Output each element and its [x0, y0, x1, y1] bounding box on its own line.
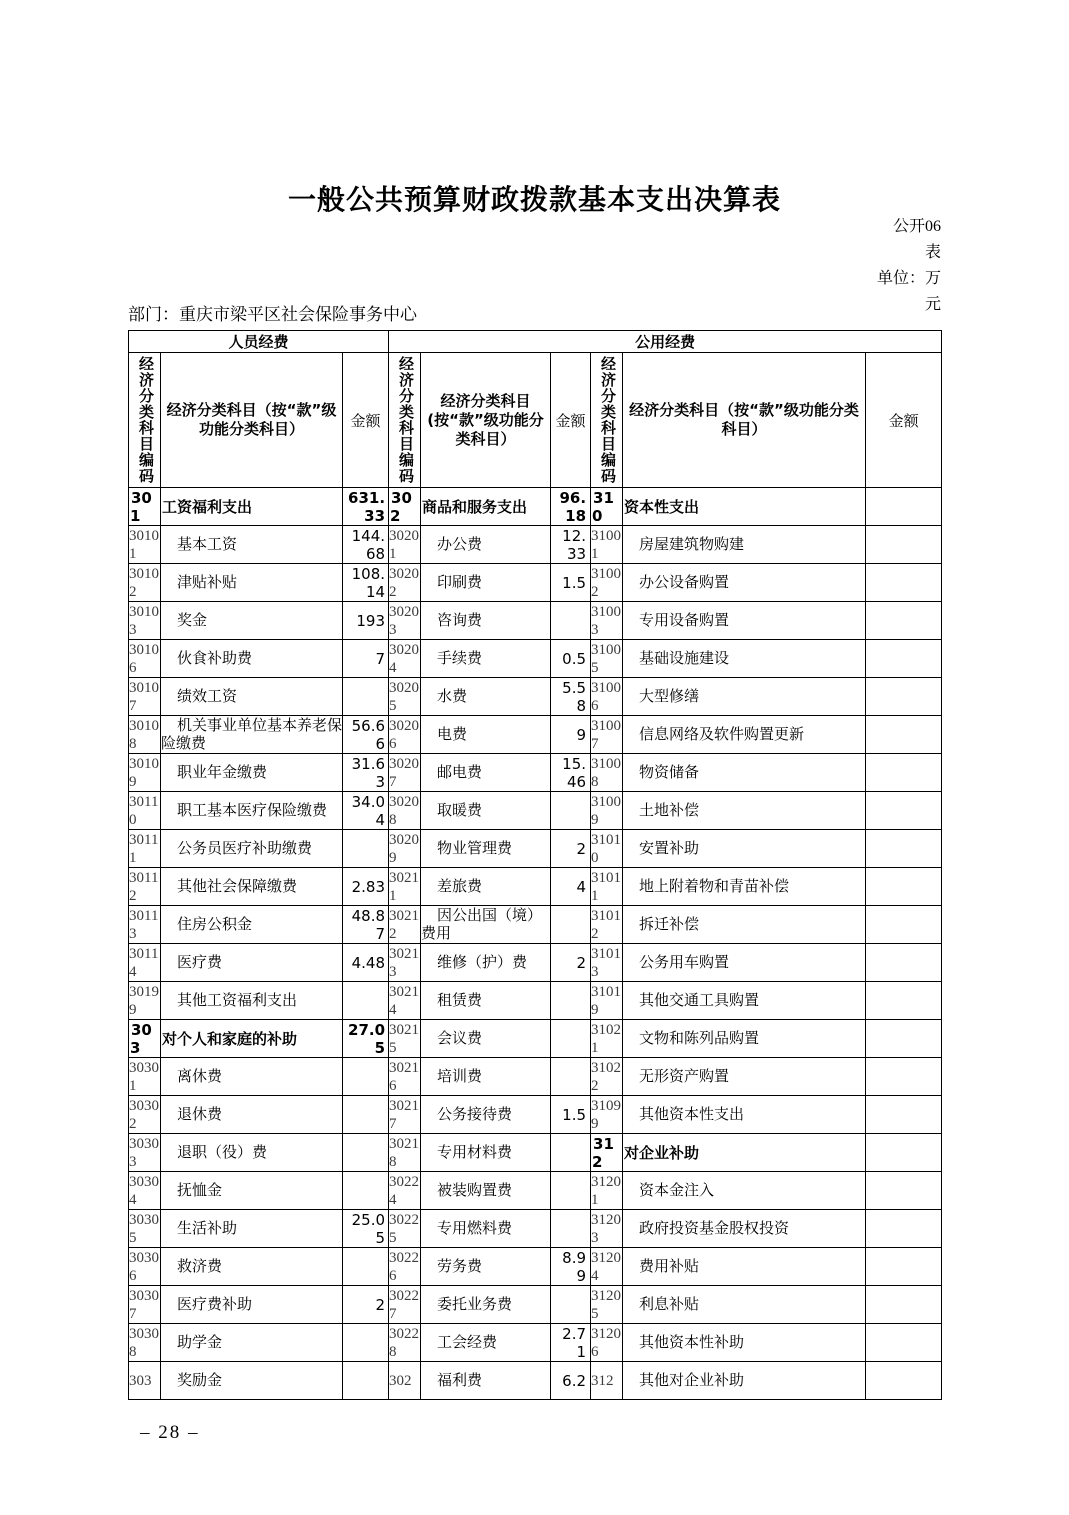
cell-amount — [343, 830, 389, 868]
cell-subject: 基础设施建设 — [623, 640, 866, 678]
cell-subject: 离休费 — [161, 1058, 343, 1096]
cell-code: 30305 — [129, 1211, 159, 1246]
cell-amount — [866, 1248, 942, 1286]
cell-amount — [866, 1286, 942, 1324]
cell-subject: 印刷费 — [421, 564, 551, 602]
cell-amount — [343, 1096, 389, 1134]
group-header-personnel: 人员经费 — [129, 331, 389, 353]
cell-subject: 其他社会保障缴费 — [161, 868, 343, 906]
cell-code: 30214 — [389, 983, 420, 1018]
cell-code: 30102 — [129, 565, 159, 600]
col-header-subject-2: 经济分类科目(按“款”级功能分类科目） — [421, 353, 551, 488]
cell-subject: 办公费 — [421, 526, 551, 564]
meta-line: 元 — [924, 296, 941, 313]
cell-amount — [343, 982, 389, 1020]
cell-subject: 抚恤金 — [161, 1172, 343, 1210]
cell-code: 31201 — [591, 1173, 622, 1208]
cell-code: 30226 — [389, 1249, 420, 1284]
cell-subject: 大型修缮 — [623, 678, 866, 716]
cell-subject: 被装购置费 — [421, 1172, 551, 1210]
cell-amount — [343, 1058, 389, 1096]
cell-code: 31011 — [591, 869, 622, 904]
cell-amount — [866, 488, 942, 526]
cell-code: 312 — [591, 1134, 623, 1172]
cell-code: 30308 — [129, 1325, 159, 1360]
cell-amount — [866, 1324, 942, 1362]
cell-subject: 劳务费 — [421, 1248, 551, 1286]
cell-subject: 公务员医疗补助缴费 — [161, 830, 343, 868]
cell-amount — [866, 1134, 942, 1172]
cell-code: 31002 — [591, 565, 622, 600]
cell-amount — [551, 982, 591, 1020]
cell-subject: 专用材料费 — [421, 1134, 551, 1172]
cell-subject: 物业管理费 — [421, 830, 551, 868]
cell-code: 31007 — [591, 717, 622, 752]
group-header-row — [129, 331, 942, 353]
cell-subject: 基本工资 — [161, 526, 343, 564]
cell-subject: 物资储备 — [623, 754, 866, 792]
cell-code: 30228 — [389, 1325, 420, 1360]
cell-amount — [866, 602, 942, 640]
cell-amount — [343, 1134, 389, 1172]
cell-subject: 专用设备购置 — [623, 602, 866, 640]
cell-amount: 12.33 — [551, 526, 591, 564]
cell-amount — [866, 830, 942, 868]
col-header-subject-3: 经济分类科目（按“款”级功能分类科目） — [623, 353, 866, 488]
cell-amount — [551, 1172, 591, 1210]
cell-code: 31005 — [591, 641, 622, 676]
cell-subject: 会议费 — [421, 1020, 551, 1058]
cell-amount: 144.68 — [343, 526, 389, 564]
group-header-public: 公用经费 — [389, 331, 942, 353]
cell-subject: 医疗费补助 — [161, 1286, 343, 1324]
cell-code: 30215 — [389, 1021, 420, 1056]
cell-amount — [866, 640, 942, 678]
table-row — [129, 564, 942, 602]
cell-subject: 电费 — [421, 716, 551, 754]
table-row — [129, 1248, 942, 1286]
cell-amount: 631.33 — [343, 488, 389, 526]
cell-amount — [866, 1096, 942, 1134]
meta-line: 公开06 — [892, 218, 941, 235]
table-row — [129, 526, 942, 564]
cell-code: 302 — [389, 488, 421, 526]
col-header-amount-1: 金额 — [343, 353, 389, 488]
meta-line: 单位：万 — [876, 270, 941, 287]
cell-subject: 商品和服务支出 — [421, 488, 551, 526]
cell-code: 30307 — [129, 1287, 159, 1322]
cell-code: 30224 — [389, 1173, 420, 1208]
cell-amount: 4.48 — [343, 944, 389, 982]
cell-amount — [866, 944, 942, 982]
cell-subject: 培训费 — [421, 1058, 551, 1096]
cell-code: 30113 — [129, 906, 161, 944]
cell-amount — [551, 1286, 591, 1324]
table-row — [129, 754, 942, 792]
cell-subject: 房屋建筑物购建 — [623, 526, 866, 564]
cell-amount — [343, 1362, 389, 1400]
page-number: – 28 – — [140, 1422, 200, 1443]
cell-subject: 土地补偿 — [623, 792, 866, 830]
cell-code: 30202 — [389, 565, 420, 600]
cell-amount: 9 — [551, 716, 591, 754]
cell-code: 31206 — [591, 1325, 622, 1360]
cell-amount — [551, 1058, 591, 1096]
cell-subject: 医疗费 — [161, 944, 343, 982]
cell-subject: 对企业补助 — [623, 1134, 866, 1172]
cell-subject: 资本金注入 — [623, 1172, 866, 1210]
table-row — [129, 1134, 942, 1172]
cell-amount — [866, 982, 942, 1020]
cell-amount — [866, 1058, 942, 1096]
cell-code: 30208 — [389, 793, 420, 828]
cell-subject: 机关事业单位基本养老保险缴费 — [161, 717, 343, 752]
cell-amount — [343, 1172, 389, 1210]
cell-amount: 6.2 — [551, 1362, 591, 1400]
cell-code: 310 — [591, 488, 623, 526]
cell-code: 303 — [129, 1020, 161, 1058]
cell-code: 30107 — [129, 679, 159, 714]
cell-amount — [866, 1210, 942, 1248]
cell-amount — [866, 526, 942, 564]
cell-code: 30212 — [389, 907, 420, 942]
cell-subject: 委托业务费 — [421, 1286, 551, 1324]
cell-subject: 维修（护）费 — [421, 944, 551, 982]
cell-subject: 文物和陈列品购置 — [623, 1020, 866, 1058]
cell-subject: 差旅费 — [421, 868, 551, 906]
cell-amount: 7 — [343, 640, 389, 678]
cell-subject: 无形资产购置 — [623, 1058, 866, 1096]
cell-subject: 救济费 — [161, 1248, 343, 1286]
cell-subject: 福利费 — [421, 1362, 551, 1400]
cell-subject: 安置补助 — [623, 830, 866, 868]
col-header-amount-2: 金额 — [551, 353, 591, 488]
cell-subject: 其他交通工具购置 — [623, 982, 866, 1020]
cell-code: 303 — [129, 1362, 161, 1400]
cell-code: 30227 — [389, 1287, 420, 1322]
cell-subject: 对个人和家庭的补助 — [161, 1020, 343, 1058]
table-row — [129, 982, 942, 1020]
cell-code: 31001 — [591, 527, 622, 562]
table-row — [129, 944, 942, 982]
meta-line: 表 — [924, 244, 941, 261]
department-label: 部门：重庆市梁平区社会保险事务中心 — [128, 305, 417, 324]
cell-amount: 56.66 — [343, 716, 389, 754]
cell-subject: 水费 — [421, 678, 551, 716]
cell-code: 30106 — [129, 641, 159, 676]
cell-subject: 办公设备购置 — [623, 564, 866, 602]
cell-amount: 4 — [551, 868, 591, 906]
cell-amount: 8.99 — [551, 1248, 591, 1286]
cell-code: 31013 — [591, 945, 622, 980]
table-row — [129, 602, 942, 640]
cell-subject: 邮电费 — [421, 754, 551, 792]
cell-subject: 手续费 — [421, 640, 551, 678]
cell-amount: 5.58 — [551, 678, 591, 716]
col-header-code-1: 经济分类科目编码 — [129, 353, 161, 488]
table-row — [129, 792, 942, 830]
cell-amount: 1.5 — [551, 564, 591, 602]
cell-amount — [551, 1210, 591, 1248]
cell-code: 31003 — [591, 603, 622, 638]
cell-code: 31012 — [591, 907, 622, 942]
table-row — [129, 1210, 942, 1248]
cell-subject: 政府投资基金股权投资 — [623, 1210, 866, 1248]
cell-subject: 津贴补贴 — [161, 564, 343, 602]
cell-amount: 34.04 — [343, 792, 389, 830]
cell-code: 30303 — [129, 1135, 159, 1170]
cell-amount: 48.87 — [343, 906, 389, 944]
cell-amount — [866, 868, 942, 906]
cell-amount: 96.18 — [551, 488, 591, 526]
cell-subject: 专用燃料费 — [421, 1210, 551, 1248]
cell-amount: 2.83 — [343, 868, 389, 906]
cell-code: 31205 — [591, 1287, 622, 1322]
cell-code: 30207 — [389, 755, 420, 790]
cell-amount: 31.63 — [343, 754, 389, 792]
cell-code: 30201 — [389, 527, 420, 562]
table-row — [129, 1172, 942, 1210]
cell-code: 31021 — [591, 1021, 622, 1056]
budget-table — [128, 330, 942, 1400]
cell-amount: 25.05 — [343, 1210, 389, 1248]
cell-code: 30206 — [389, 717, 420, 752]
table-row — [129, 1058, 942, 1096]
cell-subject: 信息网络及软件购置更新 — [623, 716, 866, 754]
cell-code: 30111 — [129, 830, 161, 868]
cell-code: 30109 — [129, 755, 159, 790]
cell-code: 30213 — [389, 945, 420, 980]
cell-code: 30205 — [389, 679, 420, 714]
cell-subject: 助学金 — [161, 1324, 343, 1362]
table-row — [129, 868, 942, 906]
cell-code: 31010 — [591, 831, 622, 866]
table-row — [129, 1362, 942, 1400]
cell-amount — [551, 1134, 591, 1172]
table-body — [129, 488, 942, 1400]
cell-code: 31008 — [591, 755, 622, 790]
cell-code: 30301 — [129, 1059, 159, 1094]
cell-code: 30108 — [129, 717, 159, 752]
cell-amount — [866, 1020, 942, 1058]
cell-amount — [866, 678, 942, 716]
cell-subject: 住房公积金 — [161, 906, 343, 944]
cell-amount: 2 — [551, 944, 591, 982]
cell-amount: 0.5 — [551, 640, 591, 678]
cell-amount — [866, 1362, 942, 1400]
cell-code: 30112 — [129, 868, 161, 906]
budget-table-wrap — [128, 330, 943, 1390]
cell-code: 312 — [591, 1362, 623, 1400]
table-row — [129, 830, 942, 868]
cell-amount: 2 — [551, 830, 591, 868]
col-header-amount-3: 金额 — [866, 353, 942, 488]
cell-subject: 公务用车购置 — [623, 944, 866, 982]
cell-amount — [866, 754, 942, 792]
table-row — [129, 1324, 942, 1362]
cell-subject: 取暖费 — [421, 792, 551, 830]
cell-subject: 职工基本医疗保险缴费 — [161, 792, 343, 830]
cell-subject: 工资福利支出 — [161, 488, 343, 526]
cell-subject: 奖励金 — [161, 1362, 343, 1400]
cell-amount — [343, 1324, 389, 1362]
cell-subject: 绩效工资 — [161, 678, 343, 716]
cell-subject: 奖金 — [161, 602, 343, 640]
cell-subject: 咨询费 — [421, 602, 551, 640]
cell-subject: 公务接待费 — [421, 1096, 551, 1134]
cell-amount — [551, 792, 591, 830]
cell-subject: 其他资本性支出 — [623, 1096, 866, 1134]
cell-amount — [551, 1020, 591, 1058]
table-row — [129, 1286, 942, 1324]
cell-amount: 2.71 — [551, 1324, 591, 1362]
cell-code: 31204 — [591, 1249, 622, 1284]
cell-code: 31019 — [591, 983, 622, 1018]
cell-amount — [866, 1172, 942, 1210]
cell-code: 30114 — [129, 944, 161, 982]
cell-code: 31022 — [591, 1059, 622, 1094]
cell-code: 31203 — [591, 1211, 622, 1246]
cell-code: 30101 — [129, 527, 159, 562]
cell-amount — [551, 906, 591, 944]
cell-subject: 退职（役）费 — [161, 1134, 343, 1172]
table-row — [129, 906, 942, 944]
cell-code: 30110 — [129, 792, 161, 830]
table-row — [129, 716, 942, 754]
cell-amount: 2 — [343, 1286, 389, 1324]
table-row — [129, 1096, 942, 1134]
col-header-subject-1: 经济分类科目（按“款”级功能分类科目） — [161, 353, 343, 488]
cell-code: 30203 — [389, 603, 420, 638]
cell-code: 30306 — [129, 1249, 159, 1284]
cell-amount — [866, 716, 942, 754]
cell-subject: 其他资本性补助 — [623, 1324, 866, 1362]
cell-code: 30217 — [389, 1097, 420, 1132]
table-row — [129, 678, 942, 716]
cell-code: 30209 — [389, 831, 420, 866]
cell-subject: 费用补贴 — [623, 1248, 866, 1286]
cell-code: 30218 — [389, 1135, 420, 1170]
table-row — [129, 488, 942, 526]
cell-subject: 资本性支出 — [623, 488, 866, 526]
page-title: 一般公共预算财政拨款基本支出决算表 — [287, 183, 781, 216]
cell-code: 30199 — [129, 983, 159, 1018]
cell-subject: 其他工资福利支出 — [161, 982, 343, 1020]
cell-code: 30211 — [389, 869, 420, 904]
cell-code: 31099 — [591, 1097, 622, 1132]
cell-subject: 退休费 — [161, 1096, 343, 1134]
cell-amount: 1.5 — [551, 1096, 591, 1134]
cell-code: 30204 — [389, 641, 420, 676]
cell-subject: 因公出国（境）费用 — [421, 906, 551, 944]
cell-amount — [343, 1248, 389, 1286]
cell-code: 301 — [129, 488, 161, 526]
cell-amount: 193 — [343, 602, 389, 640]
cell-subject: 租赁费 — [421, 982, 551, 1020]
cell-subject: 拆迁补偿 — [623, 906, 866, 944]
cell-amount: 108.14 — [343, 564, 389, 602]
cell-code: 302 — [389, 1362, 421, 1400]
cell-subject: 职业年金缴费 — [161, 754, 343, 792]
cell-code: 31006 — [591, 679, 622, 714]
cell-code: 30304 — [129, 1173, 159, 1208]
cell-amount — [866, 906, 942, 944]
cell-amount — [866, 564, 942, 602]
cell-code: 30216 — [389, 1059, 420, 1094]
cell-amount — [866, 792, 942, 830]
table-row — [129, 1020, 942, 1058]
cell-code: 31009 — [591, 793, 622, 828]
cell-subject: 伙食补助费 — [161, 640, 343, 678]
cell-code: 30225 — [389, 1211, 420, 1246]
cell-amount: 27.05 — [343, 1020, 389, 1058]
cell-code: 30103 — [129, 603, 159, 638]
cell-amount — [551, 602, 591, 640]
cell-subject: 其他对企业补助 — [623, 1362, 866, 1400]
column-header-row — [129, 353, 942, 488]
cell-amount — [343, 678, 389, 716]
cell-code: 30302 — [129, 1097, 159, 1132]
cell-subject: 工会经费 — [421, 1324, 551, 1362]
meta-right-block — [877, 214, 941, 318]
table-row — [129, 640, 942, 678]
cell-subject: 地上附着物和青苗补偿 — [623, 868, 866, 906]
cell-subject: 利息补贴 — [623, 1286, 866, 1324]
col-header-code-2: 经济分类科目编码 — [389, 353, 421, 488]
cell-amount: 15.46 — [551, 754, 591, 792]
col-header-code-3: 经济分类科目编码 — [591, 353, 623, 488]
cell-subject: 生活补助 — [161, 1210, 343, 1248]
